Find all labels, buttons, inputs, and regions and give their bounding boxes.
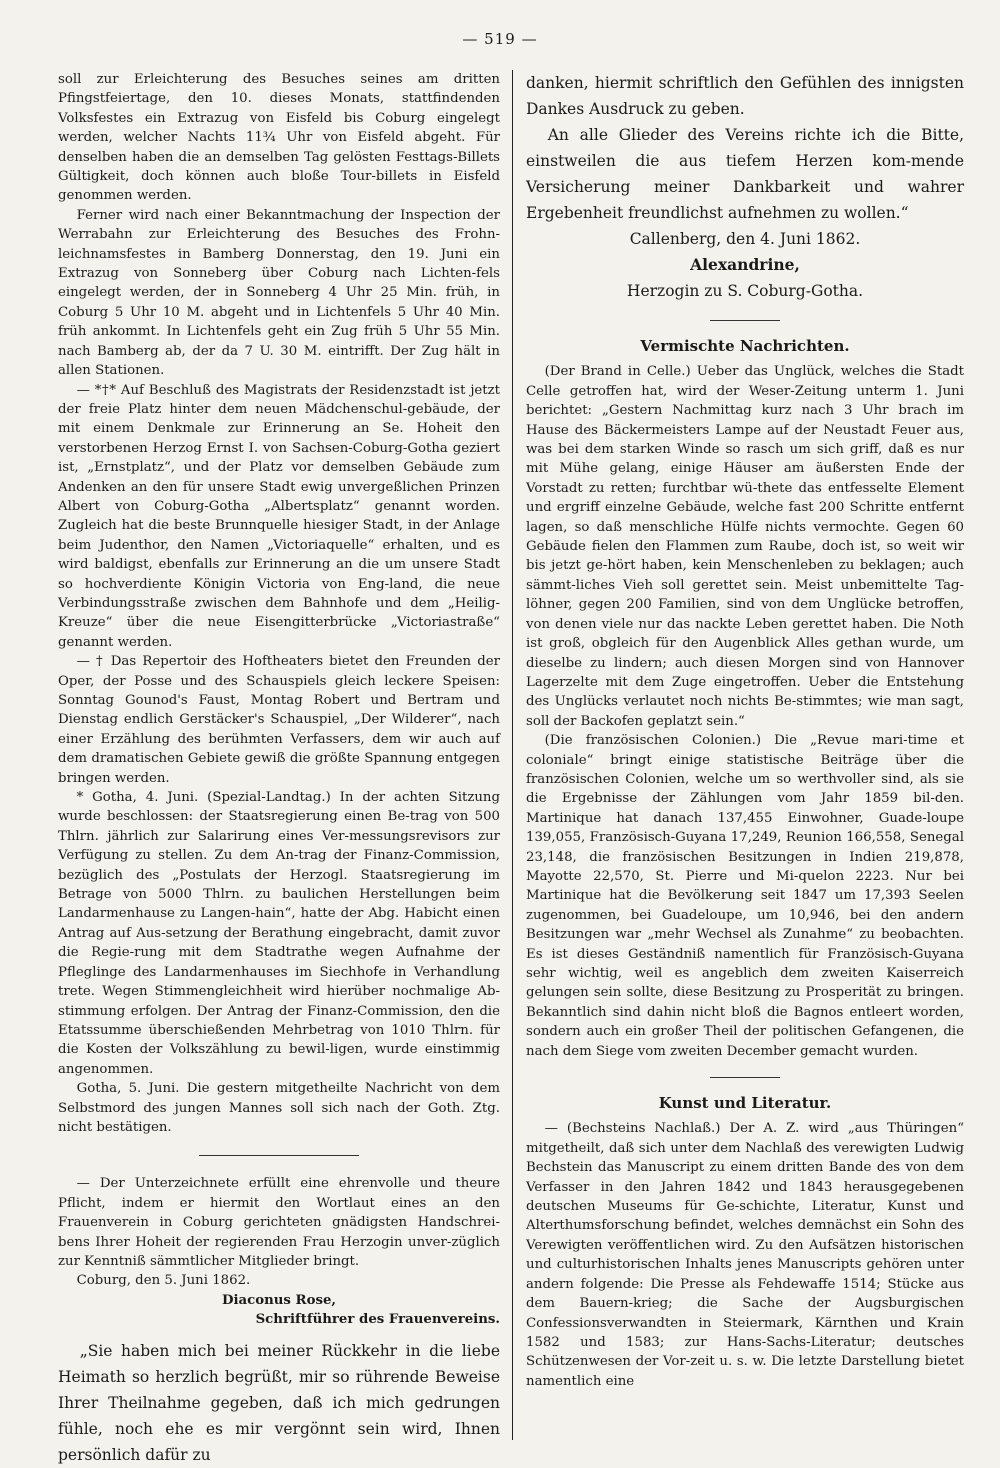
notice-frauenverein: — Der Unterzeichnete erfüllt eine ehrenvolle und theure Pflicht, indem er hiermit den Wortlaut eines an den Frauenverein in Coburg gerichteten gnädigsten Handschrei-bens Ihrer Hoheit der regierenden Frau Herzogin unver-züglich zur Kenntniß sämmtlicher Mitglieder bringt. — [58, 1176, 500, 1269]
article-gotha-selbstmord: Gotha, 5. Juni. Die gestern mitgetheilte Nachricht von dem Selbstmord des jungen Mannes soll sich nach der Goth. Ztg. nicht bestätigen. — [58, 1081, 500, 1135]
left-column — [58, 70, 500, 1468]
signature-name: Diaconus Rose, — [221, 1292, 337, 1308]
article-extrazug-eisfeld: soll zur Erleichterung des Besuches seines am dritten Pfingstfeiertage, den 10. dieses Monats, stattfindenden Volksfestes ein Extrazug von Eisfeld bis Coburg eingelegt werden, welcher Nachts 11¾ Uhr von Eisfeld abgeht. Für denselben haben die an demselben Tag gelösten Festtags-Billets Gültigkeit, doch können auch bloße Tour-billets in Eisfeld genommen werden. — [58, 72, 500, 204]
signature-role: Schriftführer des Frauenvereins. — [255, 1312, 500, 1328]
letter-text: „Sie haben mich bei meiner Rückkehr in die liebe Heimath so herzlich begrüßt, mir so rührende Beweise Ihrer Theilnahme gegeben, daß ich mich gedrungen fühle, noch ehe es mir vergönnt sein wird, Ihnen persönlich dafür zu — [58, 1341, 500, 1464]
article-extrazug-bamberg: Ferner wird nach einer Bekanntmachung der Inspection der Werrabahn zur Erleichterung des Besuches des Frohn-leichnamsfestes in Bamberg Donnerstag, den 19. Juni ein Extrazug von Sonneberg über Coburg nach Lichten-fels eingelegt werden, der in Sonneberg 4 Uhr 25 Min. früh, in Coburg 5 Uhr 10 M. abgeht und in Lichtenfels 5 Uhr 40 Min. früh ankommt. In Lichtenfels geht ein Zug früh 5 Uhr 55 Min. nach Bamberg ab, der da 7 U. 30 M. eintrifft. Der Zug hält in allen Stationen. — [58, 207, 500, 379]
article-franzoesische-colonien: (Die französischen Colonien.) Die „Revue mari-time et coloniale“ bringt einige statistische Beiträge über die französischen Colonien, welche um so werthvoller sind, als sie die Ergebnisse der Zählungen vom Jahr 1859 bil-den. Martinique hat danach 137,455 Einwohner, Guade-loupe 139,055, Französisch-Guyana 17,249, Reunion 166,558, Senegal 23,148, die französischen Besitzungen in Indien 219,878, Mayotte 22,570, St. Pierre und Mi-quelon 2223. Nur bei Martinique hat die Bevölkerung seit 1847 um 17,393 Seelen zugenommen, bei Guadeloupe, um 10,946, bei den andern Besitzungen war „mehr Wechsel als Zunahme“ zu beobachten. Es ist dieses Geständniß namentlich für Französisch-Guyana sehr wichtig, weil es angeblich dem zweiten Kaiserreich gelungen sein sollte, diese Besitzung zu Prosperität zu bringen. Bekanntlich sind dahin nicht bloß die Bagnos entleert worden, sondern auch ein großer Theil der politischen Gefangenen, die nach dem Siege vom zweiten December gemacht wurden. — [526, 733, 964, 1059]
article-hoftheater: — † Das Repertoir des Hoftheaters bietet den Freunden der Oper, der Posse und des Schauspiels gleich leckere Speisen: Sonntag Gounod's Faust, Montag Robert und Bertram und Dienstag endlich Gerstäcker's Schauspiel, „Der Wilderer“, nach einer Erzählung des berühmten Verfassers, dem wir auch auf dem dramatischen Gebiete gewiß die größte Spannung entgegen bringen werden. — [58, 654, 500, 786]
notice-dateline: Coburg, den 5. Juni 1862. — [76, 1273, 251, 1289]
letter-place-date: Callenberg, den 4. Juni 1862. — [629, 230, 861, 248]
article-brand-celle: (Der Brand in Celle.) Ueber das Unglück, welches die Stadt Celle getroffen hat, wird der Weser-Zeitung unterm 1. Juni berichtet: „Gestern Nachmittag kurz nach 3 Uhr brach im Hause des Bäckermeisters Lampe auf der Neustadt Feuer aus, was bei dem starken Winde so rasch um sich griff, daß es nur mit Mühe gelang, einige Häuser am äußersten Ende der Vorstadt zu retten; furchtbar wü-thete das entfesselte Element und ergriff einzelne Gebäude, welche fast 200 Schritte entfernt lagen, so daß menschliche Hülfe nichts vermochte. Gegen 60 Gebäude fielen den Flammen zum Raube, doch ist, so weit wir bis jetzt ge-hört haben, kein Menschenleben zu beklagen; auch sämmt-liches Vieh soll gerettet sein. Meist unbemittelte Tag-löhner, gegen 200 Familien, sind von dem Unglücke betroffen, von denen viele nur das nackte Leben gerettet haben. Die Noth ist groß, obgleich für den Augenblick Alles gethan wurde, um dieselbe zu lindern; auch diesen Morgen sind von Hannover Lagerzelte mit dem Zuge eingetroffen. Ueber die Entstehung des Unglücks verlautet noch nichts Be-stimmtes; wie man sagt, soll der Backofen geplatzt sein.“ — [526, 364, 964, 729]
section-heading-kunst: Kunst und Literatur. — [658, 1094, 832, 1113]
column-divider — [512, 70, 513, 1440]
page-number: — 519 — — [462, 30, 538, 48]
article-ernstplatz: — *†* Auf Beschluß des Magistrats der Residenzstadt ist jetzt der freie Platz hinter dem neuen Mädchenschul-gebäude, der mit einem Denkmale zur Erinnerung an Se. Hoheit den verstorbenen Herzog Ernst I. von Sachsen-Coburg-Gotha geziert ist, „Ernstplatz“, und der Platz vor demselben Gebäude zum Andenken an den für unsere Stadt ewig unvergeßlichen Prinzen Albert von Coburg-Gotha „Albertsplatz“ genannt worden. Zugleich hat die beste Brunnquelle hiesiger Stadt, in der Anlage beim Judenthor, den Namen „Victoriaquelle“ erhalten, und es wird baldigst, ebenfalls zur Erinnerung an die um unsere Stadt so hochverdiente Königin Victoria von Eng-land, die neue Verbindungsstraße zwischen dem Bahnhofe und dem „Heilig-Kreuze“ über die neue Eisengitterbrücke „Victoriastraße“ genannt werden. — [58, 382, 500, 650]
article-bechstein-nachlass: — (Bechsteins Nachlaß.) Der A. Z. wird „aus Thüringen“ mitgetheilt, daß sich unter dem Nachlaß des verewigten Ludwig Bechstein das Manuscript zu einem dritten Bande des von dem Verfasser in den Jahren 1842 und 1843 herausgegebenen deutschen Museums für Ge-schichte, Literatur, Kunst und Alterthumsforschung befindet, welches demnächst ein Sohn des Verewigten veröffentlichen wird. Zu den Aufsätzen historischen und culturhistorischen Inhalts jenes Manuscripts gehören unter andern folgende: Die Presse als Fehdewaffe 1514; Stücke aus dem Bauern-krieg; die Sache der Augsburgischen Confessionsverwandten in Steiermark, Kärnthen und Krain 1582 und 1583; zur Hans-Sachs-Literatur; deutsches Schützenwesen der Vor-zeit u. s. w. Die letzte Darstellung bietet namentlich eine — [526, 1121, 964, 1389]
letter-paragraph-2: An alle Glieder des Vereins richte ich die Bitte, einstweilen die aus tiefem Herzen kom-mende Versicherung meiner Dankbarkeit und wahrer Ergebenheit freundlichst aufnehmen zu wollen.“ — [526, 126, 964, 222]
letter-signer-title: Herzogin zu S. Coburg-Gotha. — [626, 282, 864, 300]
article-gotha-landtag: * Gotha, 4. Juni. (Spezial-Landtag.) In der achten Sitzung wurde beschlossen: der Staatsregierung einen Be-trag von 500 Thlrn. jährlich zur Salarirung eines Ver-messungsrevisors zur Verfügung zu stellen. Zu dem An-trag der Finanz-Commission, bezüglich des „Postulats der Herzogl. Staatsregierung im Betrage von 5000 Thlrn. zu baulichen Herstellungen beim Landarmenhause zu Langen-hain“, hatte der Abg. Habicht einen Antrag auf Aus-setzung der Berathung eingebracht, damit zuvor die Regie-rung mit dem Stadtrathe wegen Aufnahme der Pfleglinge des Landarmenhauses im Siechhofe in Verhandlung trete. Wegen Stimmengleichheit wird hierüber nochmalige Ab-stimmung erfolgen. Der Antrag der Finanz-Commission, den die Etatssumme überschießenden Mehrbetrag von 1010 Thlrn. für die Kosten der Volkszählung zu bewil-ligen, wurde einstimmig angenommen. — [58, 790, 500, 1077]
separator-rule-2 — [710, 1077, 780, 1078]
section-heading-vermischte: Vermischte Nachrichten. — [640, 337, 850, 355]
letter-continued: danken, hiermit schriftlich den Gefühlen des innigsten Dankes Ausdruck zu geben. — [526, 74, 964, 118]
separator-rule — [710, 320, 780, 321]
letter-signature: Alexandrine, — [690, 255, 800, 274]
right-column — [526, 70, 964, 1391]
section-divider — [199, 1155, 359, 1156]
